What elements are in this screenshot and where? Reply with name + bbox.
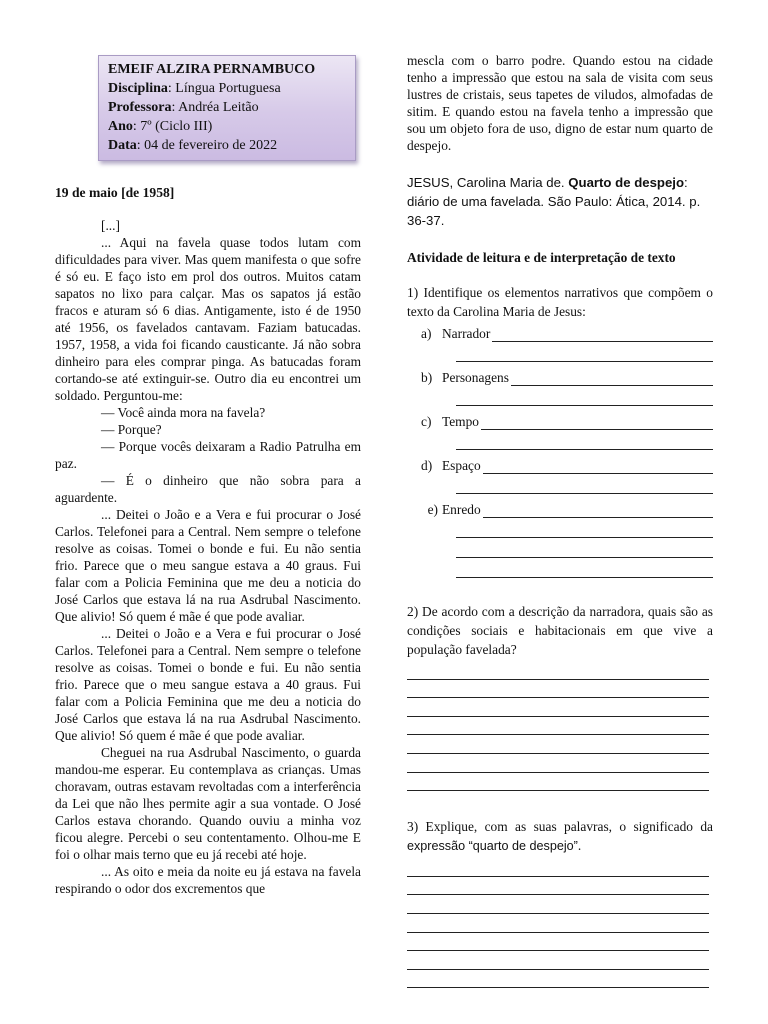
answer-line[interactable] bbox=[407, 717, 709, 736]
item-letter: a) bbox=[421, 326, 432, 341]
diary-column bbox=[55, 184, 361, 897]
school-name: EMEIF ALZIRA PERNAMBUCO bbox=[108, 62, 316, 77]
answer-field-personagens[interactable] bbox=[511, 372, 713, 386]
item-letter: e) bbox=[427, 502, 438, 517]
answer-line[interactable] bbox=[456, 558, 713, 578]
item-letter: b) bbox=[421, 370, 433, 385]
diary-paragraph-4: Cheguei na rua Asdrubal Nascimento, o guarda mandou-me esperar. Eu contemplava as crianças. Umas choravam, outras estavam revoltadas com a interferência da Lei que não lhes permite agir a sua vontade. O José Carlos estava chorando. Quando ouviu a minha voz ficou alegre. Percebi o seu contentamento. Olhou-me E foi o olhar mais terno que eu já recebi até hoje. bbox=[55, 745, 361, 862]
diary-date: 19 de maio [de 1958] bbox=[55, 185, 175, 200]
answer-line[interactable] bbox=[407, 933, 709, 952]
answer-line[interactable] bbox=[456, 474, 713, 494]
question-1: 1) Identifique os elementos narrativos que compõem o texto da Carolina Maria de Jesus: bbox=[407, 285, 713, 319]
item-letter: c) bbox=[421, 414, 432, 429]
teacher-line bbox=[108, 98, 355, 117]
activity-column bbox=[407, 52, 713, 988]
header-box bbox=[98, 55, 356, 161]
question-3-expression: expressão “quarto de despejo” bbox=[407, 839, 578, 854]
item-tempo bbox=[421, 411, 713, 430]
teacher-value: : Andréa Leitão bbox=[171, 100, 259, 115]
answer-line[interactable] bbox=[407, 661, 709, 680]
item-personagens bbox=[421, 367, 713, 386]
item-label: Narrador bbox=[442, 326, 491, 341]
dialogue-line-4: — É o dinheiro que não sobra para a aguardente. bbox=[55, 473, 361, 505]
date-label: Data bbox=[108, 138, 137, 153]
answer-line[interactable] bbox=[407, 877, 709, 896]
diary-ellipsis: [...] bbox=[101, 218, 120, 233]
item-label: Enredo bbox=[442, 502, 481, 517]
question-2: 2) De acordo com a descrição da narradora, quais são as condições sociais e habitacionais em que vive a população favelada? bbox=[407, 604, 713, 657]
dialogue-line-2: — Porque? bbox=[101, 422, 162, 437]
diary-paragraph-3: ... Deitei o João e a Vera e fui procurar o José Carlos. Telefonei para a Central. Nem sempre o telefone resolve as coisas. Tomei o bonde e fui. Eu não sentia frio. Parece que o meu sangue estava a 40 graus. Fui falar com a Policia Feminina que me deu a noticia do José Carlos que estava lá na rua Asdrubal Nascimento. Que alivio! Só quem é mãe é que pode avaliar. bbox=[55, 626, 361, 743]
dialogue-line-1: — Você ainda mora na favela? bbox=[101, 405, 266, 420]
answer-line[interactable] bbox=[407, 895, 709, 914]
discipline-label: Disciplina bbox=[108, 81, 168, 96]
answer-line[interactable] bbox=[456, 342, 713, 362]
reference-book-title: Quarto de despejo bbox=[568, 175, 685, 190]
discipline-value: : Língua Portuguesa bbox=[167, 81, 281, 96]
year-label: Ano bbox=[108, 119, 133, 134]
answer-line[interactable] bbox=[456, 518, 713, 538]
item-enredo bbox=[421, 499, 713, 518]
item-narrador bbox=[421, 323, 713, 342]
item-label: Espaço bbox=[442, 458, 481, 473]
reference-author: JESUS, Carolina Maria de. bbox=[407, 175, 569, 190]
answer-line[interactable] bbox=[407, 735, 709, 754]
answer-line[interactable] bbox=[407, 754, 709, 773]
answer-line[interactable] bbox=[456, 430, 713, 450]
teacher-label: Professora bbox=[108, 100, 172, 115]
answer-field-narrador[interactable] bbox=[492, 328, 713, 342]
answer-line[interactable] bbox=[407, 680, 709, 699]
diary-paragraph-2: ... Deitei o João e a Vera e fui procurar o José Carlos. Telefonei para a Central. Nem sempre o telefone resolve as coisas. Tomei o bonde e fui. Eu não sentia frio. Parece que o meu sangue estava a 40 graus. Fui falar com a Policia Feminina que me deu a noticia do José Carlos que estava lá na rua Asdrubal Nascimento. Que alivio! Só quem é mãe é que pode avaliar. bbox=[55, 507, 361, 624]
reference-details: : diário de uma favelada. São Paulo: Ática, 2014. p. 36-37. bbox=[407, 175, 701, 228]
year-value: : 7º (Ciclo III) bbox=[132, 119, 213, 134]
question-3-answer-lines bbox=[407, 858, 713, 988]
question-2-answer-lines bbox=[407, 661, 713, 791]
question-3-end: . bbox=[577, 838, 582, 854]
item-label: Tempo bbox=[442, 414, 479, 429]
diary-paragraph-1: ... Aqui na favela quase todos lutam com dificuldades para viver. Mas quem manifesta o que sofre é só eu. E faço isto em prol dos outros. Muitos catam sapatos no lixo para calçar. Mas os sapatos já estão fracos e aturam só 6 dias. Antigamente, isto é de 1950 até 1956, os favelados cantavam. Faziam batucadas. 1957, 1958, a vida foi ficando causticante. Já não sobra dinheiro para eles comprar pinga. As batucadas foram cortando-se até extinguir-se. Outro dia eu encontrei um soldado. Perguntou-me: bbox=[55, 235, 361, 403]
date-line bbox=[108, 136, 355, 155]
diary-paragraph-5-continued: mescla com o barro podre. Quando estou na cidade tenho a impressão que estou na sala de visita com seus lustres de cristais, seus tapetes de viludos, almofadas de sitim. E quando estou na favela tenho a impressão que sou um objeto fora de uso, digno de estar num quarto de despejo. bbox=[407, 53, 713, 153]
question-1-items bbox=[421, 323, 713, 578]
date-value: : 04 de fevereiro de 2022 bbox=[136, 138, 278, 153]
answer-line[interactable] bbox=[407, 951, 709, 970]
answer-line[interactable] bbox=[456, 538, 713, 558]
item-espaco bbox=[421, 455, 713, 474]
answer-line[interactable] bbox=[407, 858, 709, 877]
item-letter: d) bbox=[421, 458, 433, 473]
year-line bbox=[108, 117, 355, 136]
diary-paragraph-5: ... As oito e meia da noite eu já estava na favela respirando o odor dos excrementos que bbox=[55, 864, 361, 896]
answer-line[interactable] bbox=[407, 914, 709, 933]
answer-line[interactable] bbox=[407, 698, 709, 717]
question-3-text: 3) Explique, com as suas palavras, o significado da bbox=[407, 819, 713, 835]
answer-line[interactable] bbox=[407, 970, 709, 989]
question-3 bbox=[407, 817, 713, 856]
bibliographic-reference bbox=[407, 173, 713, 230]
answer-line[interactable] bbox=[407, 773, 709, 792]
dialogue-line-3: — Porque vocês deixaram a Radio Patrulha em paz. bbox=[55, 439, 361, 471]
answer-line[interactable] bbox=[456, 386, 713, 406]
answer-field-enredo[interactable] bbox=[483, 504, 713, 518]
answer-field-espaco[interactable] bbox=[483, 460, 713, 474]
discipline-line bbox=[108, 79, 355, 98]
answer-field-tempo[interactable] bbox=[481, 416, 713, 430]
item-label: Personagens bbox=[442, 370, 509, 385]
activity-title: Atividade de leitura e de interpretação de texto bbox=[407, 250, 676, 265]
